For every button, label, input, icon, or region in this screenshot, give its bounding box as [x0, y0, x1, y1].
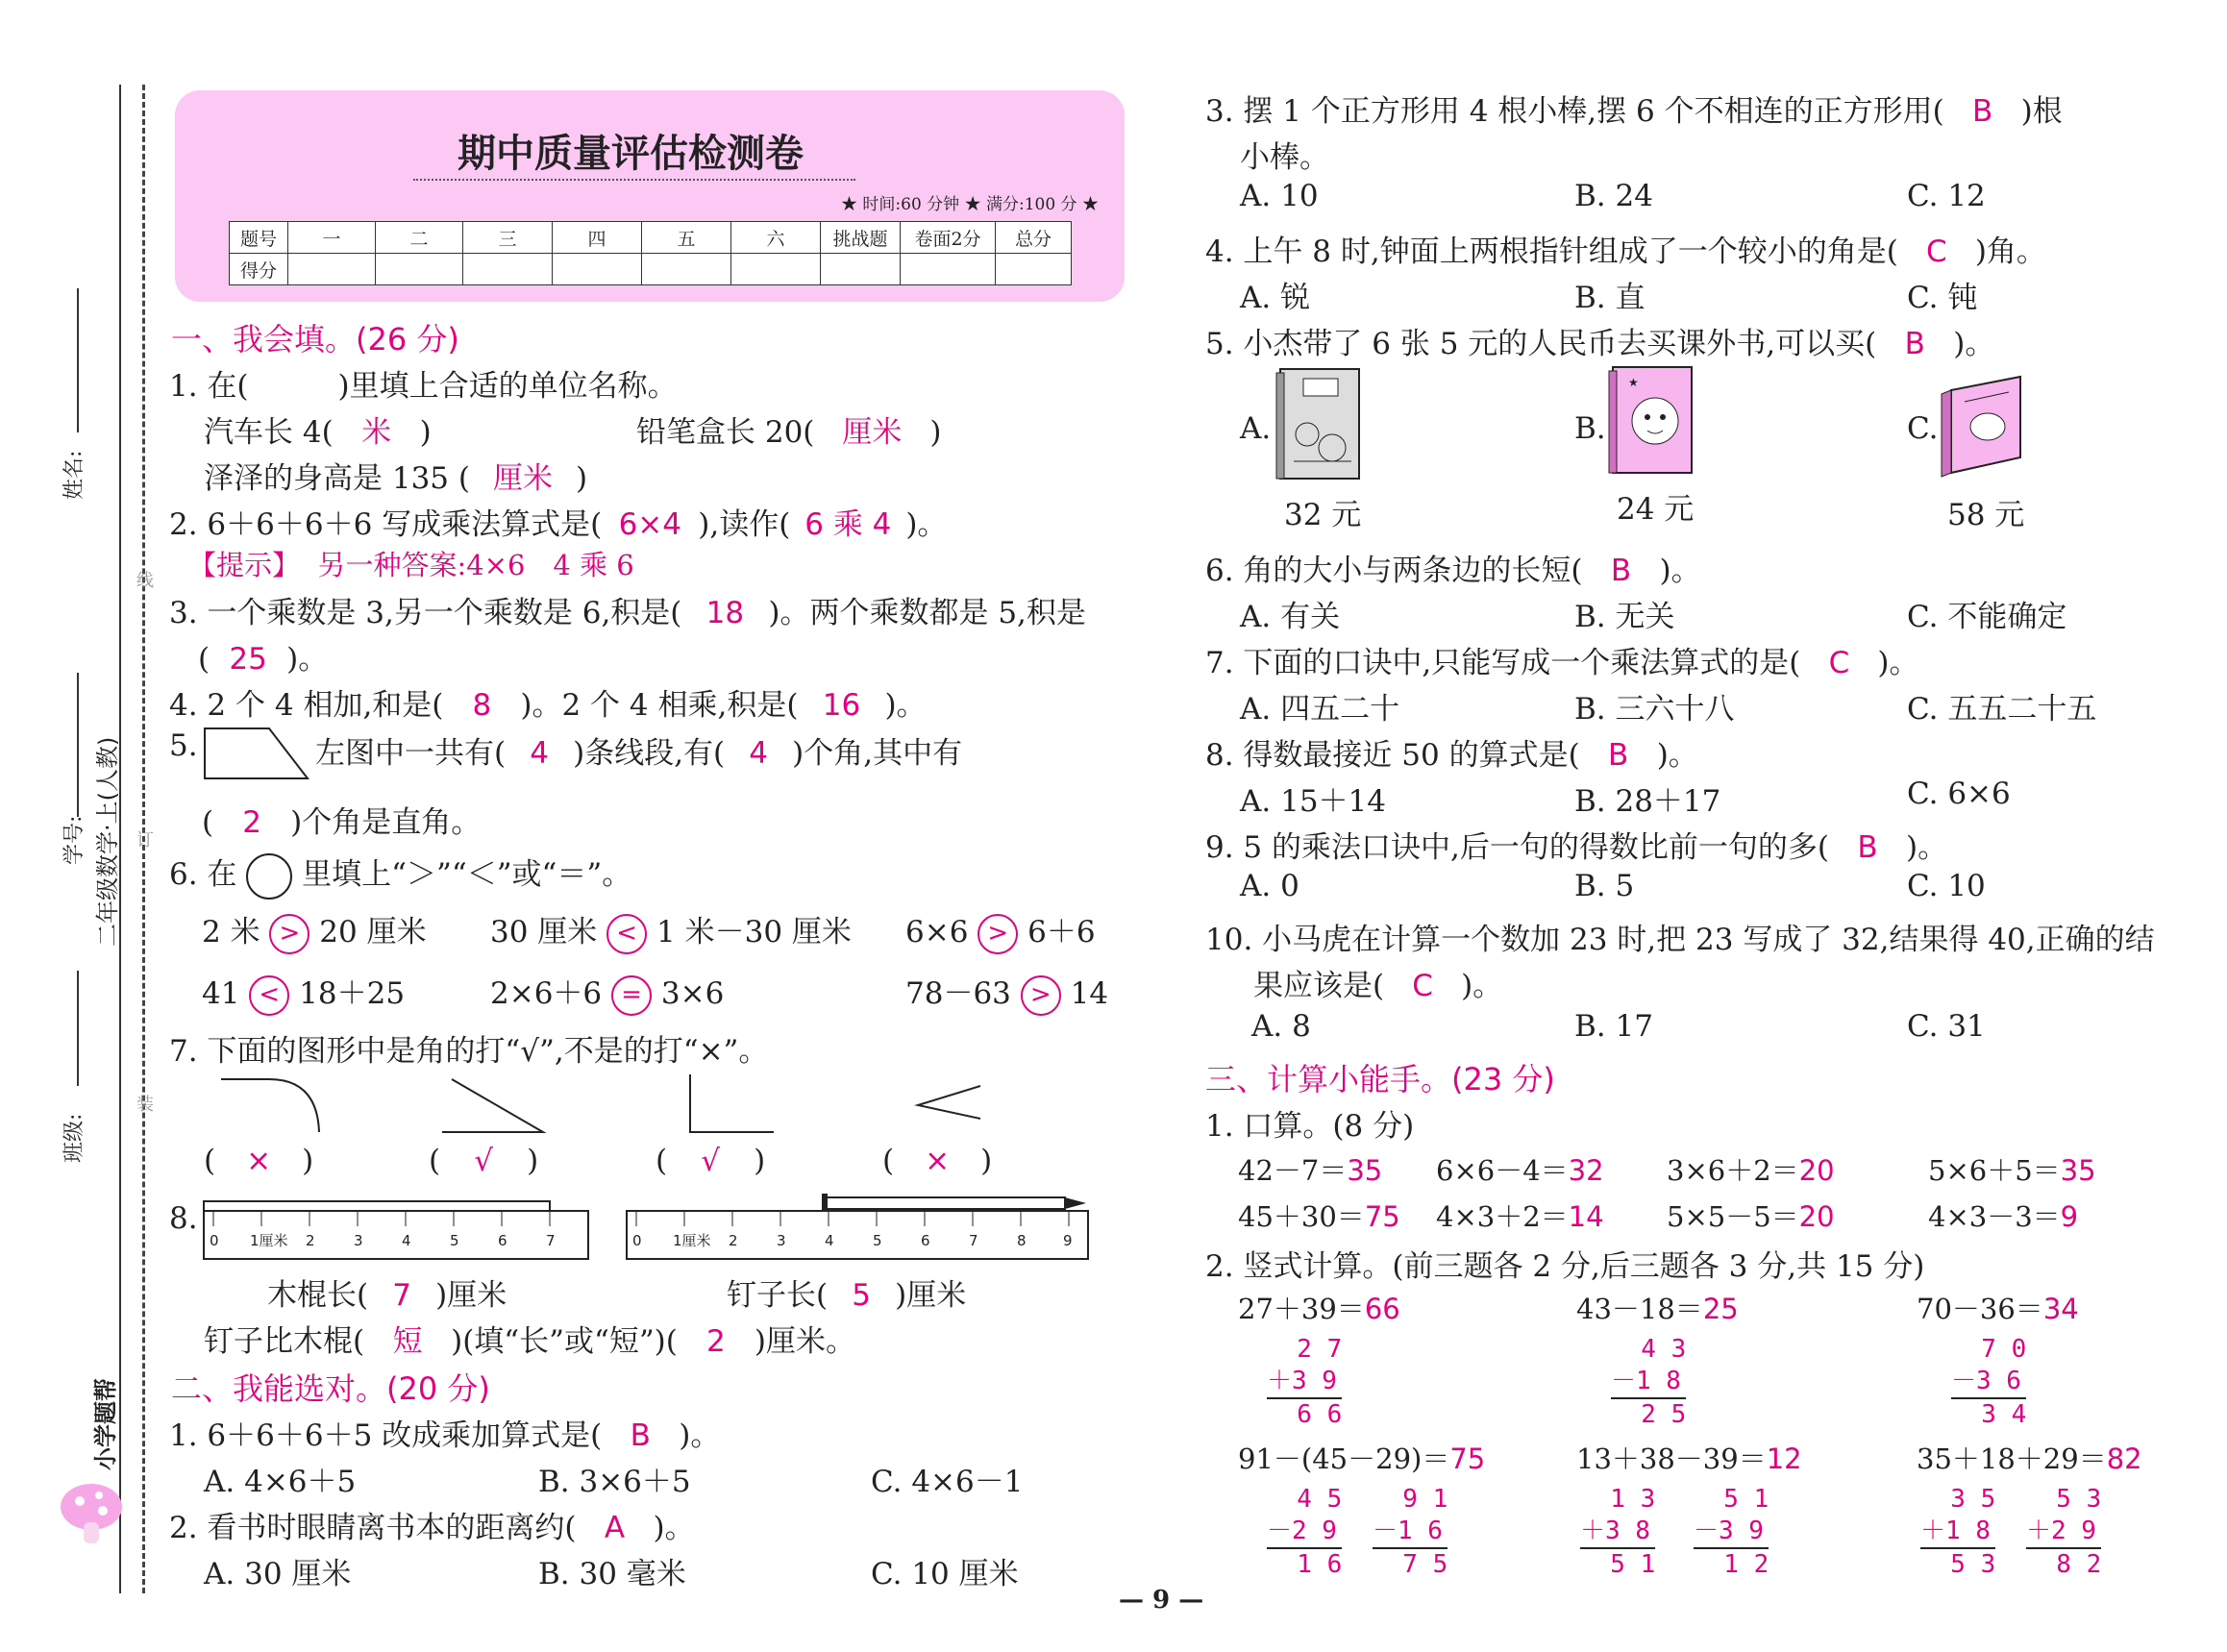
option: B. 三六十八 [1574, 692, 1735, 727]
s1-q5b: ( 2 )个角是直角。 [202, 805, 482, 840]
calc-expr: 70－36＝34 [1917, 1293, 2079, 1325]
option: C. 10 [1907, 869, 1986, 903]
s1-q1b: 铅笔盒长 20( 厘米 ) [636, 407, 942, 451]
ruler-number: 5 [450, 1232, 459, 1249]
book-label: 二年级数学·上(人教) [94, 736, 121, 947]
compare-item: 78－63 > 14 [905, 969, 1108, 1016]
name-label: 姓名: [62, 450, 87, 500]
score-head-cell: 六 [731, 222, 821, 254]
calc-expr: 35＋18＋29＝82 [1917, 1442, 2142, 1475]
option: C. 五五二十五 [1907, 692, 2097, 727]
score-cell[interactable] [821, 254, 901, 285]
s1-q8a: 木棍长( 7 )厘米 [267, 1278, 507, 1313]
ruler-number: 4 [825, 1232, 834, 1249]
title-underline [413, 179, 855, 181]
s1-q5-num: 5. [169, 728, 198, 763]
book-b-icon [1607, 363, 1699, 479]
score-head-cell: 挑战题 [821, 222, 901, 254]
s1-q8-num: 8. [169, 1201, 198, 1236]
s1-q1a: 汽车长 4( 米 ) [204, 407, 432, 451]
s1-q1c: 泽泽的身高是 135 ( 厘米 ) [204, 454, 587, 497]
option: A. 4×6＋5 [204, 1465, 357, 1499]
vertical-calc: 3 5 ＋1 8 5 3 [1920, 1485, 1996, 1579]
vertical-calc: 1 3 ＋3 8 5 1 [1580, 1485, 1656, 1579]
angle-answer: ( × ) [882, 1144, 993, 1178]
vertical-calc: 7 0 －3 6 3 4 [1951, 1335, 2027, 1429]
oral-item: 4×3－3＝9 [1928, 1200, 2079, 1233]
score-cell[interactable] [553, 254, 642, 285]
option: A. 有关 [1240, 600, 1341, 634]
option: A. 8 [1251, 1009, 1311, 1044]
compare-item: 41 < 18＋25 [202, 969, 405, 1016]
answer: 6×4 [618, 507, 681, 542]
answer: 8 [472, 688, 492, 723]
ruler-number: 7 [969, 1232, 978, 1249]
score-cell[interactable] [642, 254, 731, 285]
s2-q5: 5. 小杰带了 6 张 5 元的人民币去买课外书,可以买( B )。 [1205, 327, 1995, 361]
ruler-with-nail [625, 1192, 1105, 1261]
section2-title: 二、我能选对。(20 分) [171, 1370, 490, 1407]
vertical-calc: 4 5 －2 9 1 6 [1267, 1485, 1343, 1579]
ruler-with-stick [202, 1199, 596, 1261]
id-label: 学号: [62, 815, 87, 865]
score-cell[interactable] [901, 254, 996, 285]
option: B. 无关 [1574, 600, 1675, 634]
oral-item: 5×6＋5＝35 [1928, 1154, 2096, 1187]
option: B. 30 毫米 [538, 1557, 686, 1591]
score-cell[interactable] [463, 254, 553, 285]
s1-q3b: ( 25 )。 [198, 642, 329, 677]
vertical-calc: 5 3 ＋2 9 8 2 [2026, 1485, 2102, 1579]
answer: 6 乘 4 [804, 507, 892, 542]
s3-q2: 2. 竖式计算。(前三题各 2 分,后三题各 3 分,共 15 分) [1205, 1249, 1925, 1284]
svg-text:★: ★ [1628, 376, 1639, 389]
option: A. 锐 [1240, 281, 1311, 315]
option: B. 28＋17 [1574, 784, 1721, 819]
section1-title: 一、我会填。(26 分) [171, 321, 459, 358]
answer: 米 [361, 415, 392, 450]
s2-q3: 3. 摆 1 个正方形用 4 根小棒,摆 6 个不相连的正方形用( B )根 [1205, 94, 2063, 129]
s2-q7: 7. 下面的口诀中,只能写成一个乘法算式的是( C )。 [1205, 646, 1919, 680]
s2-q8: 8. 得数最接近 50 的算式是( B )。 [1205, 738, 1698, 773]
class-underline [77, 971, 79, 1086]
option-label: B. [1574, 411, 1606, 446]
option: B. 24 [1574, 179, 1653, 213]
s2-q1: 1. 6＋6＋6＋5 改成乘加算式是( B )。 [169, 1418, 721, 1453]
option: C. 31 [1907, 1009, 1986, 1044]
oral-item: 6×6－4＝32 [1436, 1154, 1604, 1187]
option: B. 5 [1574, 869, 1635, 903]
angle-answer: ( √ ) [429, 1144, 539, 1178]
score-row-label: 得分 [230, 254, 288, 285]
order-label: 订 [136, 830, 154, 851]
answer: 厘米 [492, 461, 553, 496]
ruler-number: 0 [632, 1232, 642, 1249]
score-head-cell: 一 [288, 222, 376, 254]
ruler-number: 0 [210, 1232, 219, 1249]
ruler-number: 6 [921, 1232, 930, 1249]
pack-label: 装 [136, 1095, 154, 1115]
vertical-calc: 5 1 －3 9 1 2 [1694, 1485, 1769, 1579]
s2-q3-cont: 小棒。 [1240, 140, 1329, 175]
option: C. 6×6 [1907, 777, 2011, 811]
option: C. 不能确定 [1907, 600, 2067, 634]
score-head-cell: 五 [642, 222, 731, 254]
book-c-icon [1938, 373, 2026, 481]
price: 32 元 [1284, 498, 1362, 532]
s3-q1: 1. 口算。(8 分) [1205, 1109, 1415, 1144]
answer: 厘米 [842, 415, 903, 450]
score-head-cell: 题号 [230, 222, 288, 254]
option: B. 17 [1574, 1009, 1653, 1044]
price: 24 元 [1617, 492, 1695, 527]
answer: 18 [705, 596, 745, 630]
s1-q7: 7. 下面的图形中是角的打“√”,不是的打“×”。 [169, 1034, 769, 1069]
score-head-cell: 四 [553, 222, 642, 254]
calc-expr: 43－18＝25 [1576, 1293, 1739, 1325]
score-head-cell: 二 [376, 222, 463, 254]
vertical-calc: 9 1 －1 6 7 5 [1373, 1485, 1448, 1579]
exam-meta: ★ 时间:60 分钟 ★ 满分:100 分 ★ [841, 195, 1099, 214]
vertical-calc: 2 7 ＋3 9 6 6 [1267, 1335, 1343, 1429]
section3-title: 三、计算小能手。(23 分) [1205, 1061, 1555, 1097]
s1-q8b: 钉子长( 5 )厘米 [727, 1278, 967, 1313]
ruler-number: 9 [1063, 1232, 1073, 1249]
ruler-number: 6 [498, 1232, 507, 1249]
score-head-cell: 卷面2分 [901, 222, 996, 254]
score-head-cell: 总分 [996, 222, 1072, 254]
book-a-icon [1274, 365, 1367, 482]
s1-q1: 1. 在( )里填上合适的单位名称。 [169, 369, 678, 404]
option-label: A. [1240, 411, 1272, 446]
s1-q3: 3. 一个乘数是 3,另一个乘数是 6,积是( 18 )。两个乘数都是 5,积是 [169, 596, 1086, 630]
score-table [229, 221, 1072, 285]
angle-answer: ( × ) [204, 1144, 314, 1178]
s2-q4: 4. 上午 8 时,钟面上两根指针组成了一个较小的角是( C )角。 [1205, 234, 2046, 269]
option: C. 12 [1907, 179, 1986, 213]
s1-q6: 6. 在 里填上“＞”“＜”或“＝”。 [169, 850, 631, 900]
compare-item: 2 米 > 20 厘米 [202, 907, 427, 954]
oral-item: 5×5－5＝20 [1667, 1200, 1835, 1233]
ruler-number: 2 [729, 1232, 738, 1249]
line-label: 线 [136, 571, 154, 591]
calc-expr: 13＋38－39＝12 [1576, 1442, 1802, 1475]
compare-item: 6×6 > 6＋6 [905, 907, 1096, 954]
ruler-number: 3 [354, 1232, 363, 1249]
option: B. 直 [1574, 281, 1646, 315]
circle-blank-icon [246, 853, 292, 900]
oral-item: 3×6＋2＝20 [1667, 1154, 1835, 1187]
calc-expr: 27＋39＝66 [1238, 1293, 1400, 1325]
answer: 2 [242, 805, 261, 840]
vertical-calc: 4 3 －1 8 2 5 [1611, 1335, 1687, 1429]
s1-q5: 左图中一共有( 4 )条线段,有( 4 )个角,其中有 [315, 736, 963, 771]
page-number: — 9 — [1119, 1586, 1204, 1615]
ruler-number: 5 [873, 1232, 882, 1249]
class-label: 班级: [62, 1113, 87, 1163]
score-cell[interactable] [288, 254, 376, 285]
option: A. 30 厘米 [204, 1557, 352, 1591]
s2-q2: 2. 看书时眼睛离书本的距离约( A )。 [169, 1511, 695, 1545]
option: A. 15＋14 [1240, 784, 1386, 819]
option: C. 4×6－1 [871, 1465, 1024, 1499]
option: A. 10 [1240, 179, 1319, 213]
score-cell[interactable] [376, 254, 463, 285]
s1-q4: 4. 2 个 4 相加,和是( 8 )。2 个 4 相乘,积是( 16 )。 [169, 688, 927, 723]
mushroom-icon [53, 1480, 130, 1547]
oral-item: 45＋30＝75 [1238, 1200, 1400, 1233]
option-label: C. [1907, 411, 1939, 446]
ruler-number: 4 [402, 1232, 411, 1249]
score-cell[interactable] [996, 254, 1072, 285]
option: B. 3×6＋5 [538, 1465, 691, 1499]
ruler-number: 3 [777, 1232, 786, 1249]
ruler-number: 7 [546, 1232, 556, 1249]
compare-item: 2×6＋6 = 3×6 [490, 969, 724, 1016]
angle-answer: ( √ ) [656, 1144, 766, 1178]
page-title: 期中质量评估检测卷 [458, 131, 804, 176]
compare-item: 30 厘米 < 1 米－30 厘米 [490, 907, 852, 954]
s2-q10b: 果应该是( C )。 [1253, 969, 1503, 1003]
brand-label: 小学题帮 [92, 1378, 119, 1470]
score-cell[interactable] [731, 254, 821, 285]
trapezoid-figure [202, 725, 312, 782]
option: A. 0 [1240, 869, 1299, 903]
answer: 4 [530, 736, 549, 771]
angle-figures [211, 1074, 1096, 1151]
s1-tip: 【提示】 另一种答案:4×6 4 乘 6 [188, 549, 634, 581]
ruler-number: 2 [306, 1232, 315, 1249]
ruler-number: 8 [1017, 1232, 1027, 1249]
s2-q6: 6. 角的大小与两条边的长短( B )。 [1205, 554, 1701, 588]
ruler-number: 1厘米 [673, 1232, 711, 1249]
option: A. 四五二十 [1240, 692, 1400, 727]
id-underline [77, 673, 79, 817]
answer: 4 [749, 736, 768, 771]
s2-q9: 9. 5 的乘法口诀中,后一句的得数比前一句的多( B )。 [1205, 830, 1948, 865]
calc-expr: 91－(45－29)＝75 [1238, 1442, 1486, 1475]
price: 58 元 [1947, 498, 2025, 532]
ruler-number: 1厘米 [250, 1232, 288, 1249]
oral-item: 4×3＋2＝14 [1436, 1200, 1604, 1233]
answer: 16 [822, 688, 861, 723]
option: C. 钝 [1907, 281, 1978, 315]
s2-q10: 10. 小马虎在计算一个数加 23 时,把 23 写成了 32,结果得 40,正确的结 [1205, 923, 2155, 957]
oral-item: 42－7＝35 [1238, 1154, 1383, 1187]
option: C. 10 厘米 [871, 1557, 1019, 1591]
answer: 25 [229, 642, 267, 677]
s1-q2: 2. 6＋6＋6＋6 写成乘法算式是( 6×4 ),读作( 6 乘 4 )。 [169, 500, 947, 543]
score-head-cell: 三 [463, 222, 553, 254]
name-underline [77, 288, 79, 432]
s1-q8c: 钉子比木棍( 短 )(填“长”或“短”)( 2 )厘米。 [204, 1324, 855, 1359]
